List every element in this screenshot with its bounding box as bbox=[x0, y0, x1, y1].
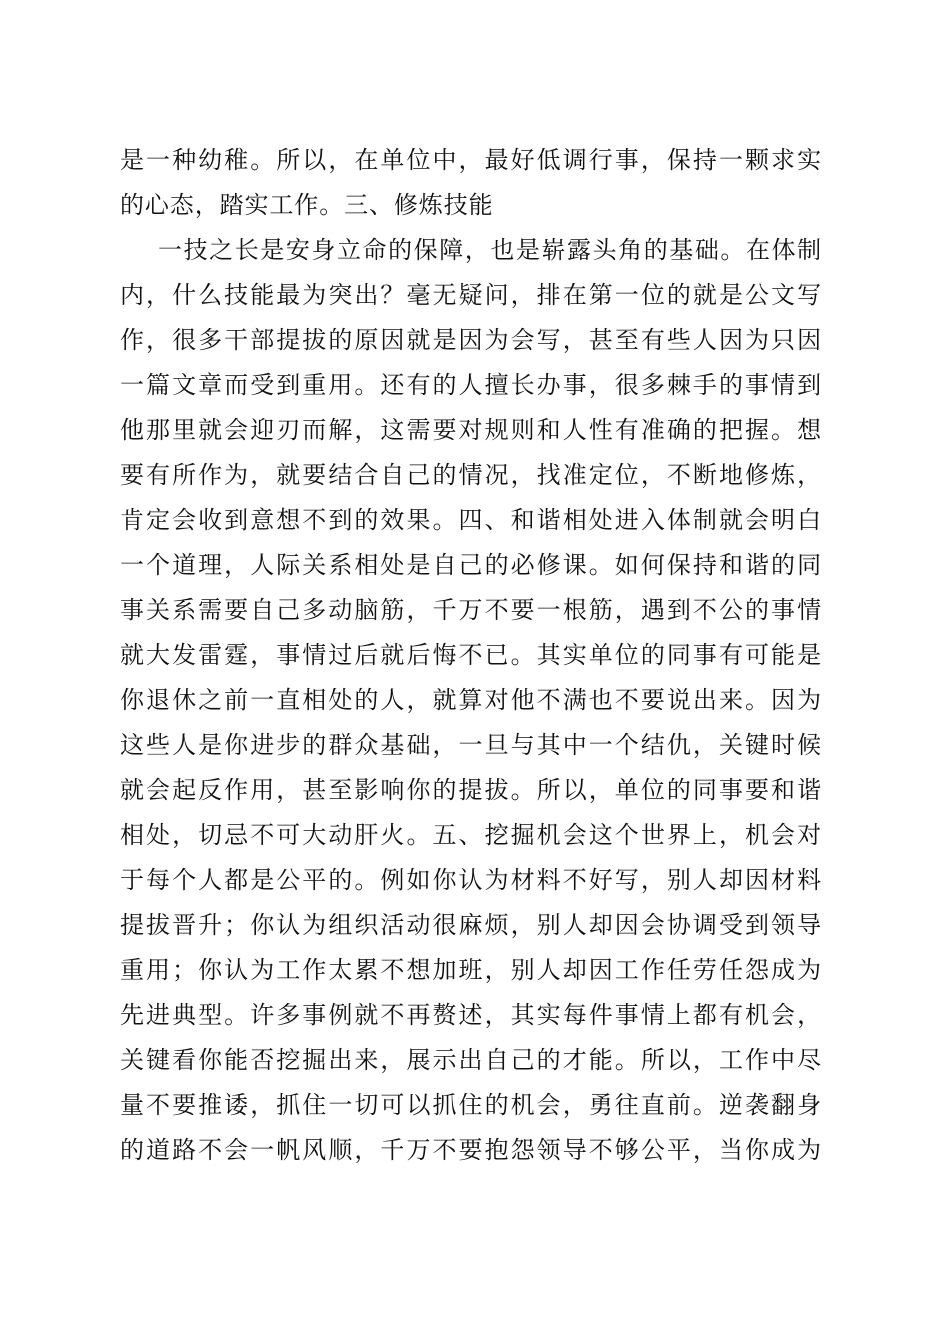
text-line: 肯定会收到意想不到的效果。四、和谐相处进入体制就会明白 bbox=[120, 506, 822, 534]
text-line: 于每个人都是公平的。例如你认为材料不好写，别人却因材料 bbox=[120, 866, 822, 894]
text-line: 的道路不会一帆风顺，千万不要抱怨领导不够公平，当你成为 bbox=[120, 1136, 822, 1164]
text-line: 的心态，踏实工作。三、修炼技能 bbox=[120, 191, 494, 219]
text-line: 这些人是你进步的群众基础，一旦与其中一个结仇，关键时候 bbox=[120, 731, 822, 759]
text-line: 相处，切忌不可大动肝火。五、挖掘机会这个世界上，机会对 bbox=[120, 821, 822, 849]
text-line: 作，很多干部提拔的原因就是因为会写，甚至有些人因为只因 bbox=[120, 326, 822, 354]
text-line: 要有所作为，就要结合自己的情况，找准定位，不断地修炼， bbox=[120, 461, 822, 489]
text-line: 一篇文章而受到重用。还有的人擅长办事，很多棘手的事情到 bbox=[120, 371, 822, 399]
text-line: 重用；你认为工作太累不想加班，别人却因工作任劳任怨成为 bbox=[120, 956, 822, 984]
text-line: 一个道理，人际关系相处是自己的必修课。如何保持和谐的同 bbox=[120, 551, 822, 579]
text-line: 他那里就会迎刃而解，这需要对规则和人性有准确的把握。想 bbox=[120, 416, 822, 444]
text-line: 关键看你能否挖掘出来，展示出自己的才能。所以，工作中尽 bbox=[120, 1046, 822, 1074]
text-line: 量不要推诿，抓住一切可以抓住的机会，勇往直前。逆袭翻身 bbox=[120, 1091, 822, 1119]
text-line: 是一种幼稚。所以，在单位中，最好低调行事，保持一颗求实 bbox=[120, 146, 822, 174]
text-line: 就会起反作用，甚至影响你的提拔。所以，单位的同事要和谐 bbox=[120, 776, 822, 804]
text-line: 提拔晋升；你认为组织活动很麻烦，别人却因会协调受到领导 bbox=[120, 911, 822, 939]
text-line: 事关系需要自己多动脑筋，千万不要一根筋，遇到不公的事情 bbox=[120, 596, 822, 624]
text-line: 内，什么技能最为突出？毫无疑问，排在第一位的就是公文写 bbox=[120, 281, 822, 309]
text-line: 先进典型。许多事例就不再赘述，其实每件事情上都有机会， bbox=[120, 1001, 822, 1029]
text-line: 就大发雷霆，事情过后就后悔不已。其实单位的同事有可能是 bbox=[120, 641, 822, 669]
text-line-paragraph-start: 一技之长是安身立命的保障，也是崭露头角的基础。在体制 bbox=[158, 236, 822, 264]
text-line: 你退休之前一直相处的人，就算对他不满也不要说出来。因为 bbox=[120, 686, 822, 714]
body-text bbox=[120, 138, 822, 1173]
